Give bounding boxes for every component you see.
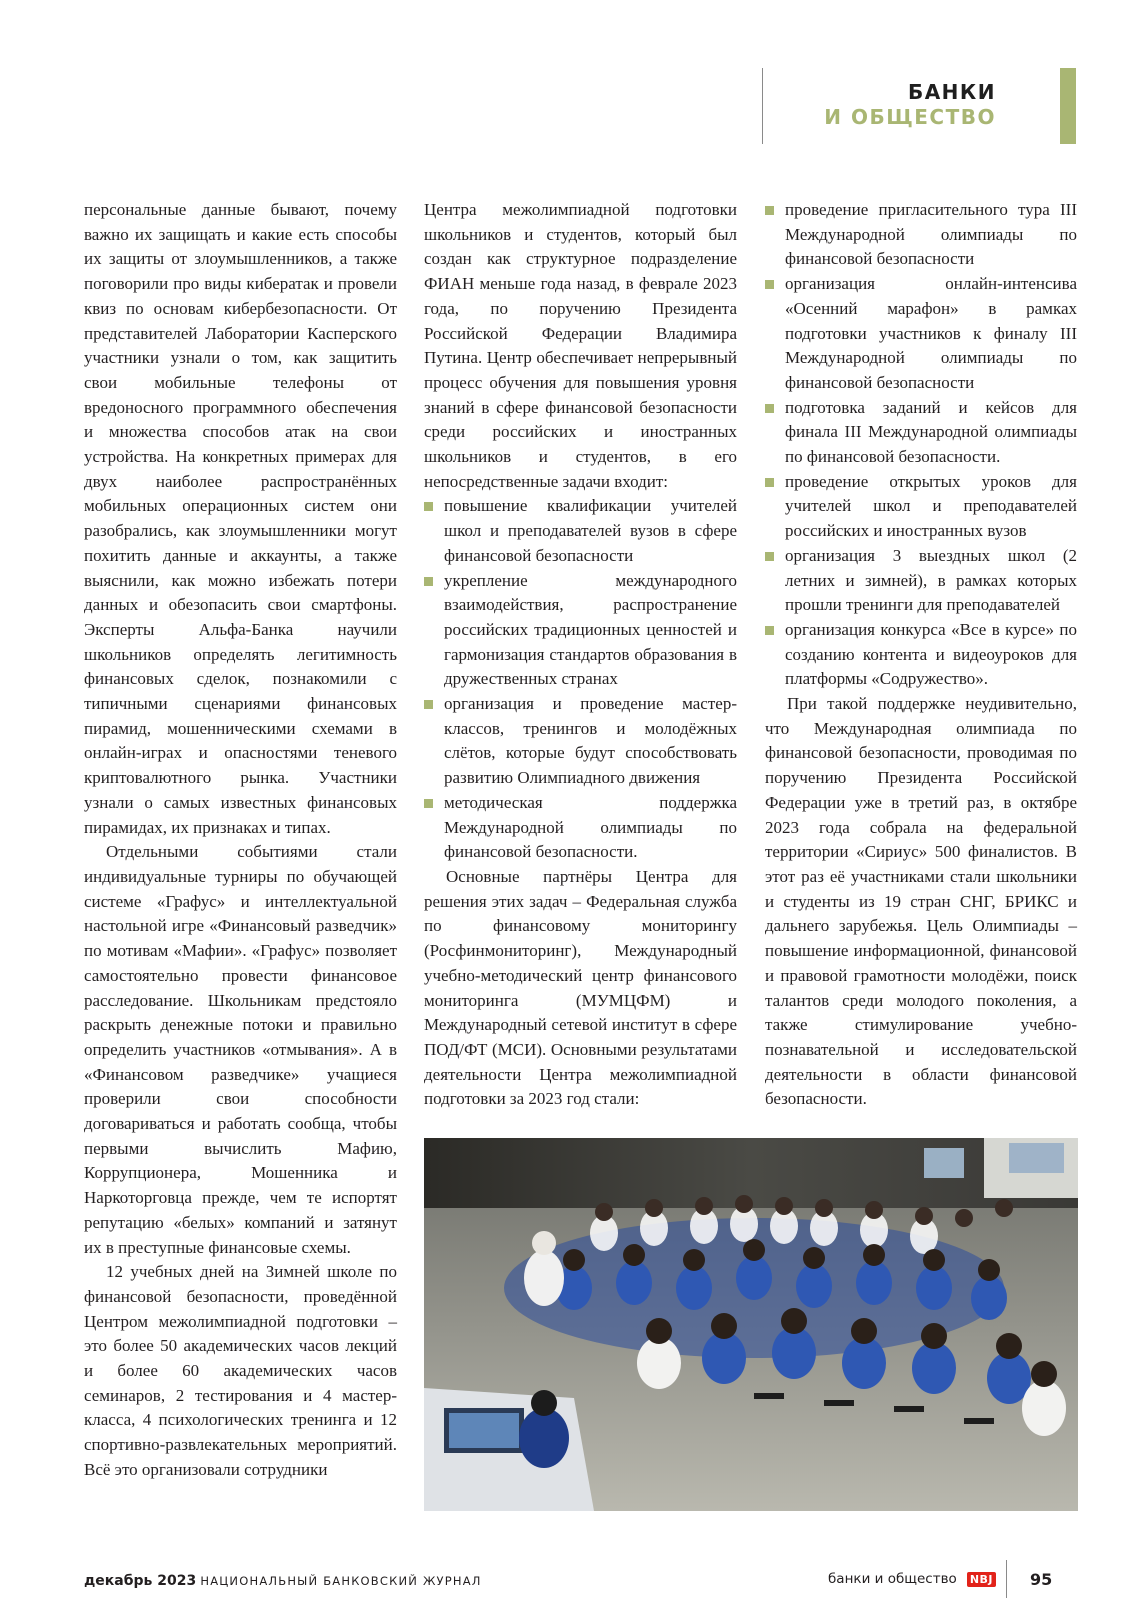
list-item: повышение квалификации учителей школ и преподавателей вузов в сфере финансовой безопасности <box>424 494 737 568</box>
footer-divider <box>1006 1560 1007 1598</box>
section-title-line2: И ОБЩЕСТВО <box>824 105 996 129</box>
header-divider <box>762 68 763 144</box>
list-item: организация 3 выездных школ (2 летних и зимней), в рамках которых прошли тренинги для преподавателей <box>765 544 1077 618</box>
paragraph: персональные данные бывают, почему важно их защищать и какие есть способы их защиты от злоумышленников, а также поговорили про виды кибератак и провели квиз по основам кибербезопасности. От представителей Лаборатории Касперского участники узнали о том, как защитить свои мобильные телефоны от вредоносного программного обеспечения и множества способов атак на свои устройства. На конкретных примерах для двух наиболее распространённых мобильных операционных систем они разобрались, как злоумышленники могут похитить данные и аккаунты, а также выяснили, как можно избежать потери данных и обезопасить свои смартфоны. Эксперты Альфа-Банка научили школьников определять легитимность финансовых сделок, познакомили с типичными сценариями финансовых пирамид, мошенническими схемами в онлайн-играх и опасностями теневого криптовалютного рынка. Участники узнали о самых известных финансовых пирамидах, их признаках и типах. <box>84 200 397 837</box>
column-1 <box>84 198 397 1483</box>
footer-section-label: банки и общество <box>827 1571 957 1587</box>
bullet-square-icon <box>765 280 774 289</box>
bullet-square-icon <box>424 700 433 709</box>
bullet-square-icon <box>424 577 433 586</box>
bullet-square-icon <box>765 552 774 561</box>
bullet-list <box>765 198 1077 692</box>
list-item: методическая поддержка Международной олимпиады по финансовой безопасности. <box>424 791 737 865</box>
footer-section <box>828 1571 996 1587</box>
paragraph: Основные партнёры Центра для решения этих задач – Федеральная служба по финансовому мониторингу (Росфинмониторинг), Международный учебно-методический центр финансового мониторинга (МУМЦФМ) и Международный сетевой институт в сфере ПОД/ФТ (МСИ). Основными результатами деятельности Центра межолимпиадной подготовки за 2023 год стали: <box>424 866 737 1109</box>
paragraph: Отдельными событиями стали индивидуальные турниры по обучающей системе «Графус» и интеллектуальной настольной игре «Финансовый разведчик» по мотивам «Мафии». «Графус» позволяет самостоятельно провести финансовое расследование. Школьникам предстояло раскрыть денежные потоки и правильно определить участников «отмывания». А в «Финансовом разведчике» учащиеся проверили свои способности договариваться и работать сообща, чтобы первыми вычислить Мафию, Коррупционера, Мошенника и Наркоторговца прежде, чем те испортят репутацию «белых» компаний и затянут их в преступные финансовые схемы. <box>84 842 397 1257</box>
bullet-square-icon <box>765 404 774 413</box>
section-accent-bar <box>1060 68 1076 144</box>
list-item: укрепление международного взаимодействия, распространение российских традиционных ценностей и гармонизация стандартов образования в дружественных странах <box>424 569 737 693</box>
bullet-square-icon <box>424 502 433 511</box>
list-item: организация и проведение мастер-классов, тренингов и молодёжных слётов, которые будут способствовать развитию Олимпиадного движения <box>424 692 737 791</box>
column-3 <box>765 198 1077 1112</box>
bullet-square-icon <box>765 478 774 487</box>
paragraph: При такой поддержке неудивительно, что Международная олимпиада по финансовой безопасности, проводимая по поручению Президента Российской Федерации уже в третий раз, в октябре 2023 года собрала на федеральной территории «Сириус» 500 финалистов. В этот раз её участниками стали школьники и студенты из 19 стран СНГ, БРИКС и дальнего зарубежья. Цель Олимпиады – повышение информационной, финансовой и правовой грамотности молодёжи, поиск талантов среди молодого поколения, а также стимулирование учебно-познавательной и исследовательской деятельности в области финансовой безопасности. <box>765 694 1077 1109</box>
section-title-line1: БАНКИ <box>907 80 996 104</box>
list-item: проведение открытых уроков для учителей школ и преподавателей российских и иностранных вузов <box>765 470 1077 544</box>
list-item: организация онлайн-интенсива «Осенний марафон» в рамках подготовки участников к финалу III Международной олимпиады по финансовой безопасности <box>765 272 1077 396</box>
footer-issue <box>84 1573 482 1589</box>
journal-name: НАЦИОНАЛЬНЫЙ БАНКОВСКИЙ ЖУРНАЛ <box>200 1574 482 1588</box>
page-number: 95 <box>1030 1570 1053 1589</box>
list-item: подготовка заданий и кейсов для финала III Международной олимпиады по финансовой безопасности. <box>765 396 1077 470</box>
event-photo-illustration <box>424 1138 1078 1511</box>
bullet-square-icon <box>765 626 774 635</box>
event-photo <box>424 1138 1078 1511</box>
column-2 <box>424 198 737 1112</box>
paragraph: 12 учебных дней на Зимней школе по финансовой безопасности, проведённой Центром межолимпиадной подготовки – это более 50 академических часов лекций и более 60 академических часов семинаров, 2 тестирования и 4 мастер-класса, 4 психологических тренинга и 12 спортивно-развлекательных мероприятий. Всё это организовали сотрудники <box>84 1262 397 1479</box>
nbj-logo-icon: NBJ <box>967 1572 996 1587</box>
bullet-list <box>424 494 737 865</box>
section-title <box>824 80 996 130</box>
paragraph: Центра межолимпиадной подготовки школьников и студентов, который был создан как структурное подразделение ФИАН меньше года назад, в феврале 2023 года, по поручению Президента Российской Федерации Владимира Путина. Центр обеспечивает непрерывный процесс обучения для повышения уровня знаний в сфере финансовой безопасности среди российских и иностранных школьников и студентов, в его непосредственные задачи входит: <box>424 200 737 491</box>
bullet-square-icon <box>765 206 774 215</box>
bullet-square-icon <box>424 799 433 808</box>
issue-date: декабрь 2023 <box>84 1573 197 1589</box>
list-item: организация конкурса «Все в курсе» по созданию контента и видеоуроков для платформы «Содружество». <box>765 618 1077 692</box>
list-item: проведение пригласительного тура III Международной олимпиады по финансовой безопасности <box>765 198 1077 272</box>
